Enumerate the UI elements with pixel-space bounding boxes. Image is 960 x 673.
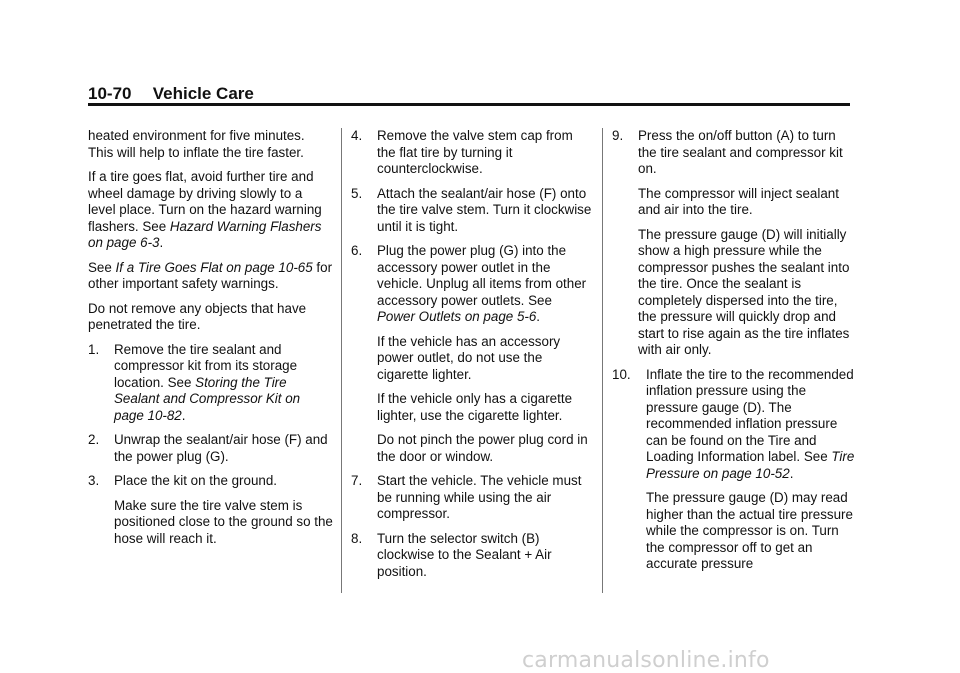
step-number: 5. [351, 185, 363, 201]
step-item: 10. Inflate the tire to the recommended inflation pressure using the pressure gauge (D). The recommended inflation pressure can be found on the Tire and Loading Information label. See Tire Pressure on page 10-52. [612, 366, 855, 481]
cross-reference-link[interactable]: If a Tire Goes Flat on page 10-65 [115, 259, 313, 275]
paragraph: If a tire goes flat, avoid further tire and wheel damage by driving slowly to a level place. Turn on the hazard warning flashers. See Hazard Warning Flashers on page 6-3. [88, 169, 322, 250]
watermark-logo: carmanualsonline.info [522, 648, 770, 673]
step-number: 10. [612, 366, 631, 382]
cross-reference-link[interactable]: Hazard Warning Flashers on page 6-3 [88, 218, 322, 250]
step-item: 1. Remove the tire sealant and compressor kit from its storage location. See Storing the Tire Sealant and Compressor Kit on page 10-82. [88, 341, 301, 423]
step-number: 2. [88, 432, 100, 447]
page-header [88, 84, 254, 104]
cross-reference-link[interactable]: Tire Pressure on page 10-52 [646, 449, 855, 481]
step-note: If the vehicle has an accessory power outlet, do not use the cigarette lighter. [377, 333, 561, 382]
page-number: 10-70 [88, 84, 132, 103]
header-rule [88, 103, 850, 106]
step-note: The pressure gauge (D) may read higher than the actual tire pressure while the compressor is on. Turn the compressor off to get an accurate pressure [646, 490, 853, 571]
step-note: The compressor will inject sealant and air into the tire. [638, 185, 839, 217]
step-number: 7. [351, 473, 363, 488]
step-item: 5. Attach the sealant/air hose (F) onto the tire valve stem. Turn it clockwise until it is tight. [351, 185, 592, 234]
cross-reference-link[interactable]: Storing the Tire Sealant and Compressor Kit on page 10-82 [114, 374, 301, 423]
step-note: Make sure the tire valve stem is positioned close to the ground so the hose will reach it. [114, 497, 333, 546]
step-number: 6. [351, 243, 363, 258]
step-number: 4. [351, 128, 363, 143]
step-number: 3. [88, 473, 100, 488]
step-item: 4. Remove the valve stem cap from the flat tire by turning it counterclockwise. [351, 128, 573, 176]
step-item: 8. Turn the selector switch (B) clockwise to the Sealant + Air position. [351, 530, 552, 579]
column-divider-1 [341, 128, 342, 593]
paragraph: See If a Tire Goes Flat on page 10-65 for other important safety warnings. [88, 259, 333, 291]
step-item: 3. Place the kit on the ground. [88, 473, 278, 488]
step-item: 7. Start the vehicle. The vehicle must be running while using the air compressor. [351, 473, 582, 521]
column-divider-2 [602, 128, 603, 593]
step-item: 6. Plug the power plug (G) into the accessory power outlet in the vehicle. Unplug all items from other accessory power outlets. See Power Outlets on page 5-6. [351, 243, 587, 324]
paragraph: Do not remove any objects that have penetrated the tire. [88, 300, 307, 332]
step-note: The pressure gauge (D) will initially show a high pressure while the compressor pushes the sealant into the tire. Once the sealant is completely dispersed into the tire, the pressure will quickly drop and start to rise again as the tire inflates with air only. [638, 226, 850, 357]
column-right [612, 128, 856, 581]
column-middle [351, 128, 593, 588]
cross-reference-link[interactable]: Power Outlets on page 5-6 [377, 309, 537, 324]
step-note: Do not pinch the power plug cord in the door or window. [377, 432, 588, 464]
step-item: 9. Press the on/off button (A) to turn the tire sealant and compressor kit on. [612, 128, 843, 176]
step-note: If the vehicle only has a cigarette lighter, use the cigarette lighter. [377, 391, 573, 423]
step-number: 1. [88, 341, 100, 357]
section-title: Vehicle Care [152, 84, 254, 103]
step-item: 2. Unwrap the sealant/air hose (F) and the power plug (G). [88, 432, 328, 464]
step-number: 8. [351, 530, 363, 546]
step-number: 9. [612, 128, 624, 143]
column-left [88, 128, 333, 555]
paragraph: heated environment for five minutes. This will help to inflate the tire faster. [88, 128, 305, 160]
